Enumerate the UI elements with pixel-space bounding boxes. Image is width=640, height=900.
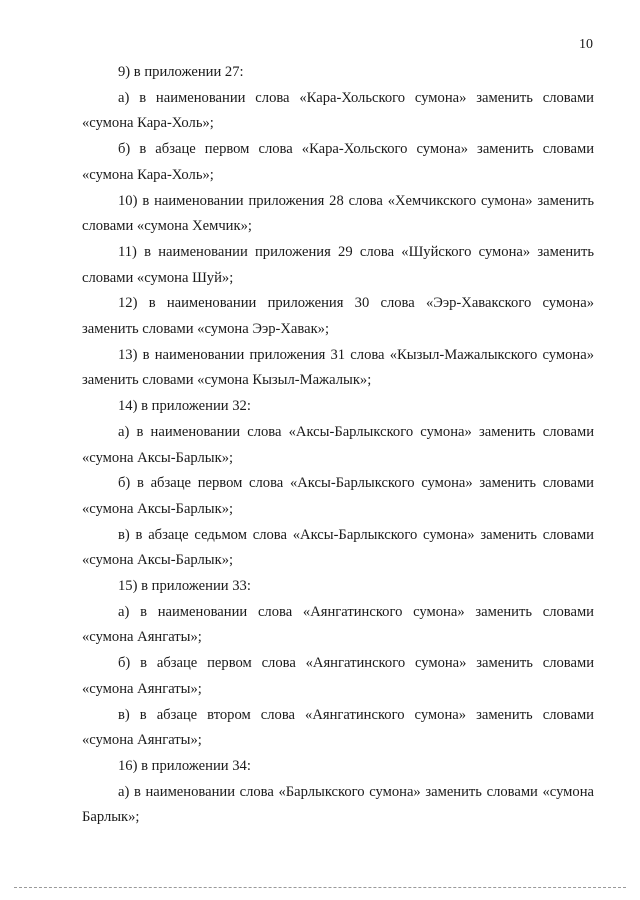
paragraph-15a: а) в наименовании слова «Аянгатинского сумона» заменить словами «сумона Аянгаты»; [82, 603, 594, 646]
document-body [82, 60, 594, 831]
paragraph-14-header: 14) в приложении 32: [118, 398, 251, 415]
page-number: 10 [579, 37, 593, 52]
paragraph-16a: а) в наименовании слова «Барлыкского сумона» заменить словами «сумона Барлык»; [82, 783, 594, 826]
paragraph-16-header: 16) в приложении 34: [118, 757, 251, 774]
paragraph-12: 12) в наименовании приложения 30 слова «Ээр-Хавакского сумона» заменить словами «сумона Ээр-Хавак»; [82, 295, 594, 338]
paragraph-15c: в) в абзаце втором слова «Аянгатинского сумона» заменить словами «сумона Аянгаты»; [82, 706, 594, 749]
paragraph-10: 10) в наименовании приложения 28 слова «Хемчикского сумона» заменить словами «сумона Хемчик»; [82, 192, 594, 235]
paragraph-9-header: 9) в приложении 27: [118, 64, 244, 80]
scan-edge-line [14, 887, 626, 888]
paragraph-9a: а) в наименовании слова «Кара-Хольского сумона» заменить словами «сумона Кара-Холь»; [82, 89, 594, 132]
paragraph-14c: в) в абзаце седьмом слова «Аксы-Барлыкского сумона» заменить словами «сумона Аксы-Барлык»; [82, 526, 594, 569]
paragraph-11: 11) в наименовании приложения 29 слова «Шуйского сумона» заменить словами «сумона Шуй»; [82, 243, 594, 286]
paragraph-14a: а) в наименовании слова «Аксы-Барлыкского сумона» заменить словами «сумона Аксы-Барлык»; [82, 423, 594, 466]
paragraph-15-header: 15) в приложении 33: [118, 578, 251, 595]
paragraph-15b: б) в абзаце первом слова «Аянгатинского сумона» заменить словами «сумона Аянгаты»; [82, 655, 594, 697]
paragraph-14b: б) в абзаце первом слова «Аксы-Барлыкского сумона» заменить словами «сумона Аксы-Барлык»; [82, 475, 594, 517]
paragraph-9b: б) в абзаце первом слова «Кара-Хольского сумона» заменить словами «сумона Кара-Холь»; [82, 141, 594, 183]
paragraph-13: 13) в наименовании приложения 31 слова «Кызыл-Мажалыкского сумона» заменить словами «сумона Кызыл-Мажалык»; [82, 346, 594, 389]
